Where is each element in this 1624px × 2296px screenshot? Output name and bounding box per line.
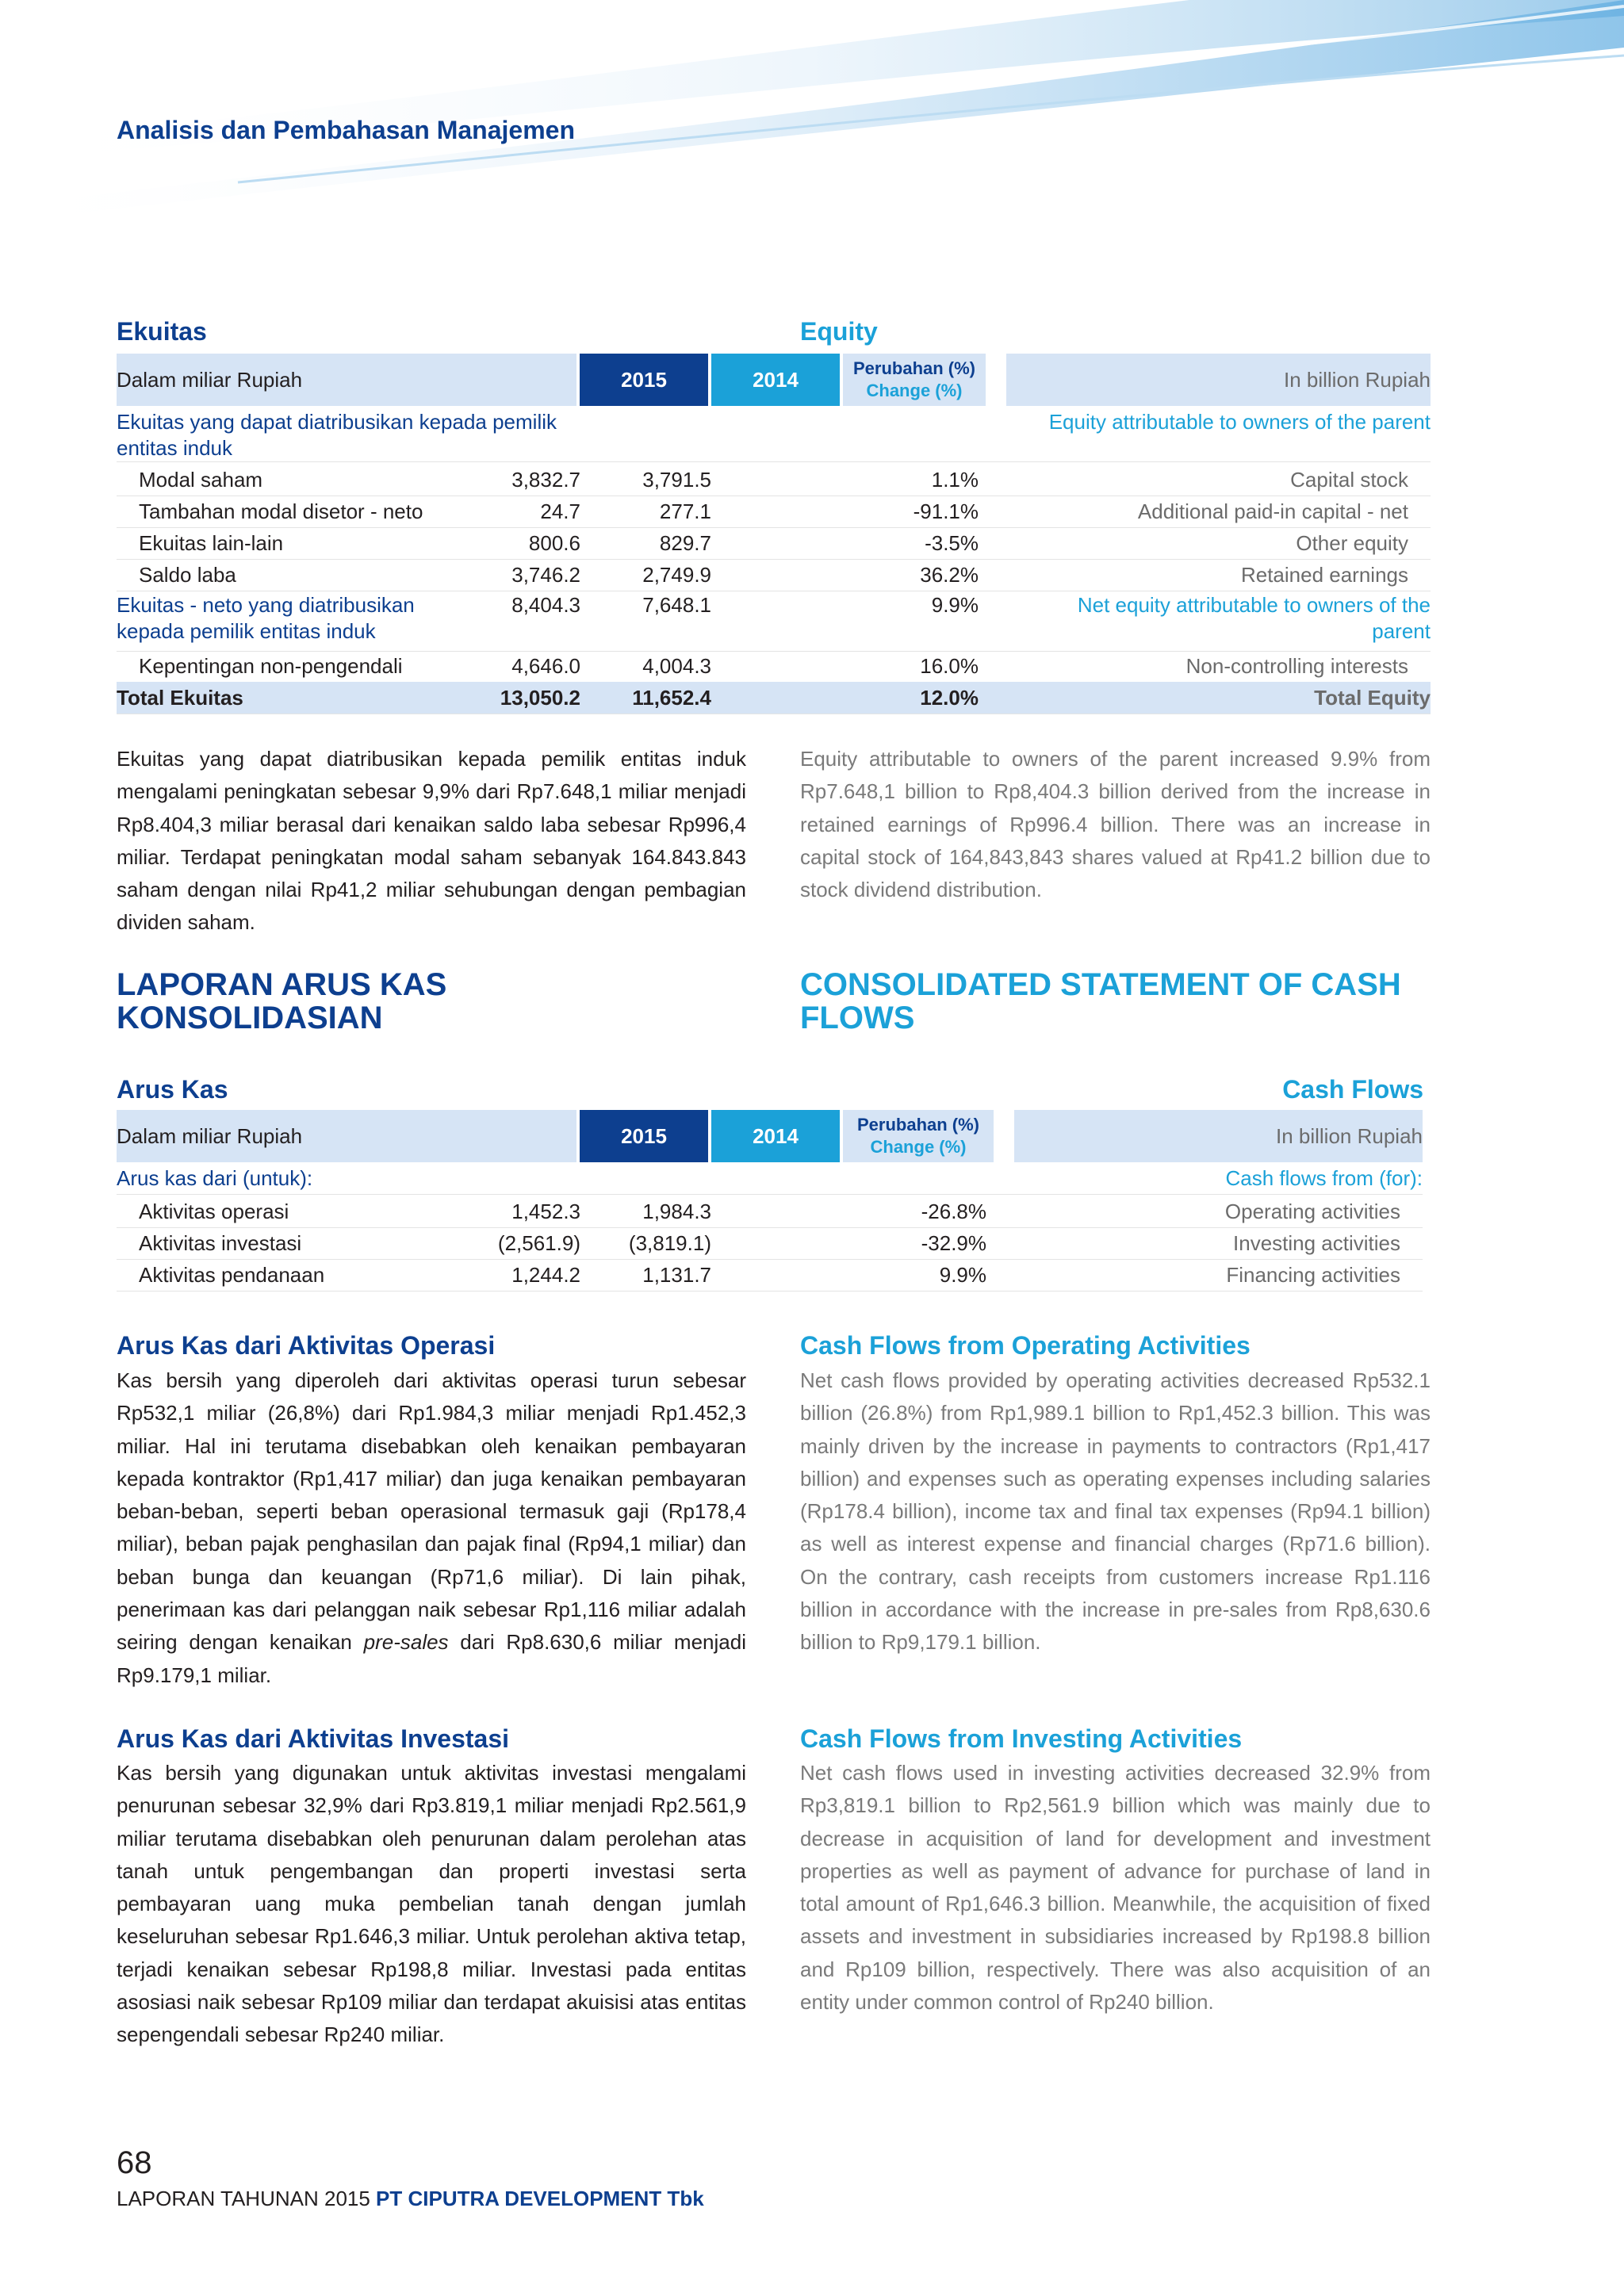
row-label-en: Non-controlling interests <box>1185 654 1408 678</box>
table-row-total <box>117 682 1431 714</box>
cashflow-table-title-en: Cash Flows <box>1282 1075 1423 1104</box>
net-label-id-2: kepada pemilik entitas induk <box>117 619 376 643</box>
row-value-2014: 1,131.7 <box>642 1263 711 1287</box>
row-value-2014: 2,749.9 <box>642 563 711 587</box>
row-label-en: Investing activities <box>1233 1231 1400 1255</box>
row-label-id: Aktivitas operasi <box>139 1200 289 1223</box>
operating-text-italic: pre-sales <box>363 1630 449 1655</box>
table-row <box>117 559 1431 591</box>
group-label-en: Equity attributable to owners of the parent <box>1048 410 1431 434</box>
row-value-2014: 277.1 <box>659 499 711 523</box>
row-value-2014: 7,648.1 <box>642 593 711 617</box>
table-row <box>117 496 1431 528</box>
group-label-id: Ekuitas yang dapat diatribusikan kepada pemilik entitas induk <box>117 410 557 460</box>
equity-table-title-id: Ekuitas <box>117 317 207 346</box>
net-label-en-2: parent <box>1372 619 1431 643</box>
header-change-en: Change (%) <box>866 381 963 400</box>
row-label-id: Tambahan modal disetor - neto <box>139 499 423 523</box>
cashflow-title-id-line1: LAPORAN ARUS KAS <box>117 967 447 1002</box>
row-change: 9.9% <box>931 593 979 617</box>
operating-subtitle-en: Cash Flows from Operating Activities <box>800 1331 1251 1360</box>
row-change: -26.8% <box>921 1200 986 1223</box>
row-change: 36.2% <box>920 563 979 587</box>
row-value-2015: 3,832.7 <box>511 468 580 492</box>
cashflow-table-header <box>117 1110 1423 1162</box>
group-label-en: Cash flows from (for): <box>1225 1166 1423 1190</box>
row-change: -3.5% <box>925 531 979 555</box>
operating-paragraph-id <box>117 1364 746 1692</box>
row-value-2015: (2,561.9) <box>497 1231 580 1255</box>
equity-table-header <box>117 354 1431 406</box>
row-change: 16.0% <box>920 654 979 678</box>
header-label: Dalam miliar Rupiah <box>117 1110 576 1162</box>
investing-subtitle-id: Arus Kas dari Aktivitas Investasi <box>117 1724 510 1753</box>
header-unit-en: In billion Rupiah <box>1006 354 1431 406</box>
equity-table-title-en: Equity <box>800 317 878 346</box>
row-label-en: Capital stock <box>1290 468 1408 492</box>
row-change: 9.9% <box>939 1263 986 1287</box>
row-label-id: Kepentingan non-pengendali <box>139 654 403 678</box>
section-header: Analisis dan Pembahasan Manajemen <box>117 116 575 144</box>
page-number: 68 <box>117 2145 152 2180</box>
table-row <box>117 1196 1423 1228</box>
row-label-id: Aktivitas pendanaan <box>139 1263 325 1287</box>
total-value-2014: 11,652.4 <box>632 686 711 710</box>
cashflow-table-title-id: Arus Kas <box>117 1075 228 1104</box>
row-value-2015: 24.7 <box>540 499 580 523</box>
row-value-2014: 829.7 <box>659 531 711 555</box>
cashflow-title-en-line2: FLOWS <box>800 1001 915 1035</box>
net-label-id-1: Ekuitas - neto yang diatribusikan <box>117 593 415 617</box>
table-row <box>117 1259 1423 1292</box>
row-label-en: Additional paid-in capital - net <box>1137 499 1408 523</box>
net-label-en-1: Net equity attributable to owners of the <box>1077 593 1431 617</box>
investing-paragraph-en: Net cash flows used in investing activities decreased 32.9% from Rp3,819.1 billion to Rp2,561.9 billion which was mainly due to decrease in acquisition of land for development and investment properties as well as payment of advance for purchase of land in total amount of Rp1,646.3 billion. Meanwhile, the acquisition of fixed assets and investment in subsidiaries increased by Rp198.8 billion and Rp109 billion, respectively. There was also acquisition of an entity under common control of Rp240 billion. <box>800 1761 1431 2015</box>
header-change <box>843 354 986 406</box>
row-label-en: Other equity <box>1296 531 1408 555</box>
header-2014: 2014 <box>711 354 840 406</box>
header-2015: 2015 <box>580 354 708 406</box>
header-change <box>843 1110 994 1162</box>
row-change: 1.1% <box>931 468 979 492</box>
table-row <box>117 650 1431 683</box>
total-change: 12.0% <box>920 686 979 710</box>
cashflow-title-id-line2: KONSOLIDASIAN <box>117 1001 383 1035</box>
equity-paragraph-id: Ekuitas yang dapat diatribusikan kepada pemilik entitas induk mengalami peningkatan sebesar 9,9% dari Rp7.648,1 miliar menjadi Rp8.404,3 miliar berasal dari kenaikan saldo laba sebesar Rp996,4 miliar. Terdapat peningkatan modal saham sebanyak 164.843.843 saham dengan nilai Rp41,2 miliar sehubungan dengan pembagian dividen saham. <box>117 747 746 935</box>
table-row <box>117 1227 1423 1260</box>
row-value-2015: 8,404.3 <box>511 593 580 617</box>
table-row <box>117 464 1431 496</box>
row-value-2015: 800.6 <box>528 531 580 555</box>
operating-text-a: Kas bersih yang diperoleh dari aktivitas operasi turun sebesar Rp532,1 miliar (26,8%) dari Rp1.984,3 miliar menjadi Rp1.452,3 miliar. Hal ini terutama disebabkan oleh kenaikan pembayaran kepada kontraktor (Rp1,417 miliar) dan juga kenaikan pembayaran beban-beban, seperti beban operasional termasuk gaji (Rp178,4 miliar), beban pajak penghasilan dan pajak final (Rp94,1 miliar) dan beban bunga dan keuangan (Rp71,6 miliar). Di lain pihak, penerimaan kas dari pelanggan naik sebesar Rp1,116 miliar adalah seiring dengan kenaikan <box>117 1368 746 1655</box>
header-change-en: Change (%) <box>870 1137 967 1157</box>
row-value-2015: 1,244.2 <box>511 1263 580 1287</box>
footer-report <box>117 2187 704 2211</box>
header-change-id: Perubahan (%) <box>852 358 976 378</box>
row-label-id: Ekuitas lain-lain <box>139 531 284 555</box>
total-value-2015: 13,050.2 <box>500 686 580 710</box>
total-label-en: Total Equity <box>1314 686 1431 710</box>
row-value-2015: 3,746.2 <box>511 563 580 587</box>
row-label-id: Saldo laba <box>139 563 236 587</box>
table-row <box>117 527 1431 560</box>
operating-paragraph-en: Net cash flows provided by operating activities decreased Rp532.1 billion (26.8%) from Rp1,989.1 billion to Rp1,452.3 billion. This was mainly driven by the increase in payments to contractors (Rp1,417 billion) and expenses such as operating expenses including salaries (Rp178.4 billion), income tax and final tax expenses (Rp94.1 billion) as well as interest expense and financial charges (Rp71.6 billion). On the contrary, cash receipts from customers increase Rp1.116 billion in accordance with the increase in pre-sales from Rp8,630.6 billion to Rp9,179.1 billion. <box>800 1368 1431 1655</box>
footer-company: PT CIPUTRA DEVELOPMENT Tbk <box>376 2187 704 2210</box>
row-value-2014: 1,984.3 <box>642 1200 711 1223</box>
row-value-2015: 4,646.0 <box>511 654 580 678</box>
investing-subtitle-en: Cash Flows from Investing Activities <box>800 1724 1243 1753</box>
table-row-net-equity <box>117 591 1431 652</box>
table-row <box>117 409 1431 462</box>
row-change: -32.9% <box>921 1231 986 1255</box>
row-label-en: Financing activities <box>1226 1263 1400 1287</box>
row-change: -91.1% <box>913 499 979 523</box>
total-label-id: Total Ekuitas <box>117 686 243 710</box>
row-value-2014: 4,004.3 <box>642 654 711 678</box>
cashflow-section-title-en <box>800 968 1401 1035</box>
header-2015: 2015 <box>580 1110 708 1162</box>
row-value-2015: 1,452.3 <box>511 1200 580 1223</box>
operating-subtitle-id: Arus Kas dari Aktivitas Operasi <box>117 1331 496 1360</box>
header-unit-en: In billion Rupiah <box>1014 1110 1423 1162</box>
header-label: Dalam miliar Rupiah <box>117 354 576 406</box>
row-label-en: Retained earnings <box>1240 563 1408 587</box>
header-change-id: Perubahan (%) <box>856 1115 980 1135</box>
header-2014: 2014 <box>711 1110 840 1162</box>
operating-text-b: dari Rp8.630,6 miliar menjadi Rp9.179,1 miliar. <box>117 1630 746 1687</box>
equity-paragraph-en: Equity attributable to owners of the parent increased 9.9% from Rp7.648,1 billion to Rp8,404.3 billion derived from the increase in retained earnings of Rp996.4 billion. There was an increase in capital stock of 164,843,843 shares valued at Rp41.2 billion due to stock dividend distribution. <box>800 747 1431 902</box>
table-row <box>117 1162 1423 1195</box>
group-label-id: Arus kas dari (untuk): <box>117 1166 313 1190</box>
row-value-2014: (3,819.1) <box>628 1231 711 1255</box>
row-value-2014: 3,791.5 <box>642 468 711 492</box>
footer-report-label: LAPORAN TAHUNAN 2015 <box>117 2187 377 2210</box>
row-label-id: Aktivitas investasi <box>139 1231 302 1255</box>
cashflow-title-en-line1: CONSOLIDATED STATEMENT OF CASH <box>800 967 1401 1002</box>
investing-paragraph-id: Kas bersih yang digunakan untuk aktivitas investasi mengalami penurunan sebesar 32,9% dari Rp3.819,1 miliar menjadi Rp2.561,9 miliar terutama disebabkan oleh penurunan dalam perolehan atas tanah untuk pengembangan dan properti investasi serta pembayaran uang muka pembelian tanah dengan jumlah keseluruhan sebesar Rp1.646,3 miliar. Untuk perolehan aktiva tetap, terjadi kenaikan sebesar Rp198,8 miliar. Investasi pada entitas asosiasi naik sebesar Rp109 miliar dan terdapat akuisisi atas entitas sepengendali sebesar Rp240 miliar. <box>117 1761 746 2047</box>
row-label-en: Operating activities <box>1224 1200 1400 1223</box>
row-label-id: Modal saham <box>139 468 263 492</box>
cashflow-section-title-id <box>117 968 446 1035</box>
